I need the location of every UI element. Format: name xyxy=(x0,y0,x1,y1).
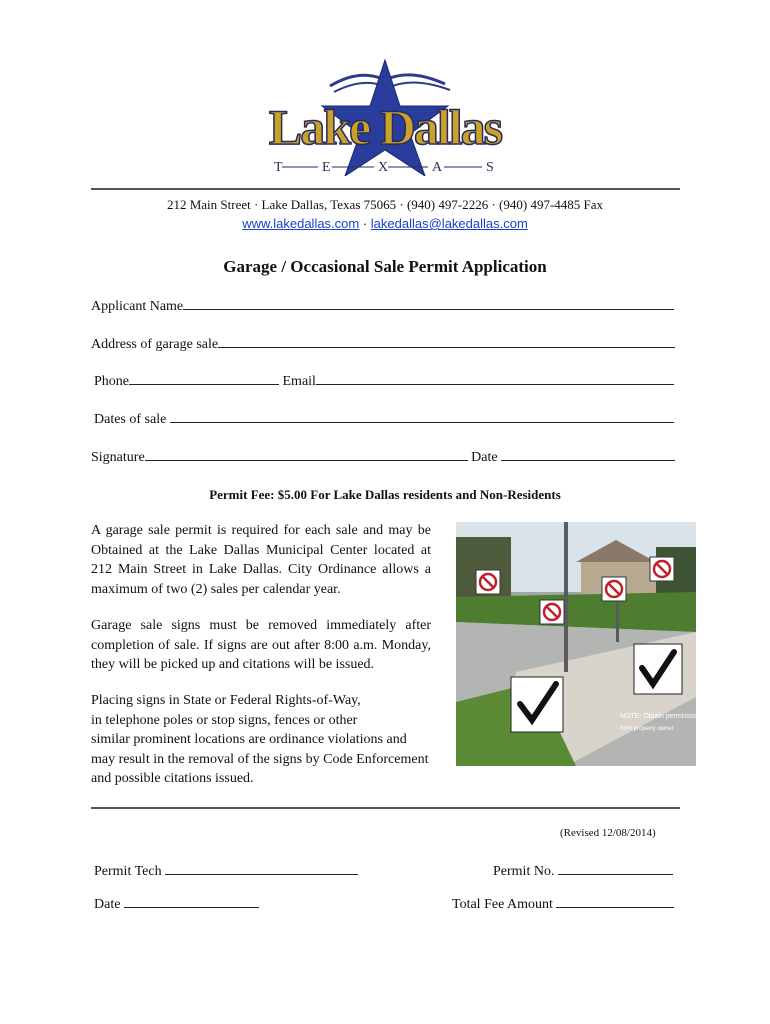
placing-signs-line: and possible citations issued. xyxy=(91,771,254,786)
permit-tech-field[interactable] xyxy=(165,862,358,875)
page-title: Garage / Occasional Sale Permit Application xyxy=(223,257,547,276)
svg-text:A: A xyxy=(432,160,443,175)
header-divider xyxy=(91,188,680,190)
website-link[interactable]: www.lakedallas.com xyxy=(242,216,360,231)
dates-row xyxy=(94,410,674,428)
phone-field[interactable] xyxy=(129,372,279,385)
signature-label: Signature xyxy=(91,450,145,465)
total-fee-row xyxy=(452,895,674,913)
applicant-name-label: Applicant Name xyxy=(91,299,184,314)
logo-wordmark: Lake Dallas xyxy=(268,99,502,155)
revised-date: (Revised 12/08/2014) xyxy=(560,827,656,839)
office-date-label: Date xyxy=(94,897,121,912)
total-fee-label: Total Fee Amount xyxy=(452,897,553,912)
lake-dallas-logo xyxy=(260,58,510,176)
email-field[interactable] xyxy=(316,372,674,385)
contact-links xyxy=(0,216,770,231)
permit-no-row xyxy=(493,862,673,880)
address-row xyxy=(91,335,675,353)
applicant-name-row xyxy=(91,297,674,315)
footer-divider xyxy=(91,807,680,809)
svg-text:X: X xyxy=(378,160,389,175)
date-field[interactable] xyxy=(501,448,675,461)
paragraph-placing-signs xyxy=(91,691,441,789)
placing-signs-line: in telephone poles or stop signs, fences or other xyxy=(91,712,358,728)
address-field[interactable] xyxy=(218,335,675,348)
svg-text:T: T xyxy=(274,160,283,175)
date-label: Date xyxy=(471,450,498,465)
permit-tech-row xyxy=(94,862,358,880)
permit-tech-label: Permit Tech xyxy=(94,864,162,879)
link-separator: · xyxy=(359,216,371,231)
permit-fee: Permit Fee: $5.00 For Lake Dallas residents and Non-Residents xyxy=(209,487,561,502)
photo-note-2: from property owner xyxy=(620,726,674,732)
permit-no-label: Permit No. xyxy=(493,864,555,879)
address-label: Address of garage sale xyxy=(91,337,219,352)
permit-no-field[interactable] xyxy=(558,862,673,875)
svg-text:S: S xyxy=(486,160,494,175)
dates-field[interactable] xyxy=(170,410,674,423)
photo-note-1: NOTE: Obtain permission xyxy=(620,713,696,720)
email-link[interactable]: lakedallas@lakedallas.com xyxy=(370,216,528,231)
paragraph-sign-removal: Garage sale signs must be removed immediately after completion of sale. If signs are out after 8:00 a.m. Monday, they will be picked up and citations will be issued. xyxy=(91,618,431,672)
signature-field[interactable] xyxy=(145,448,468,461)
office-date-field[interactable] xyxy=(124,895,259,908)
dates-label: Dates of sale xyxy=(94,412,167,427)
placing-signs-line: similar prominent locations are ordinance violations and xyxy=(91,732,407,747)
sign-placement-photo xyxy=(456,522,696,766)
phone-email-row xyxy=(94,372,674,390)
address-line: 212 Main Street · Lake Dallas, Texas 75065 · (940) 497-2226 · (940) 497-4485 Fax xyxy=(166,197,604,212)
office-date-row xyxy=(94,895,259,913)
paragraph-permit-required: A garage sale permit is required for each sale and may be Obtained at the Lake Dallas Municipal Center located at 212 Main Street in Lake Dallas. City Ordinance allows a maximum of two (2) sales per calendar year. xyxy=(91,523,431,597)
placing-signs-line: may result in the removal of the signs by Code Enforcement xyxy=(91,751,429,767)
svg-text:E: E xyxy=(322,160,331,175)
placing-signs-line: Placing signs in State or Federal Rights-of-Way, xyxy=(91,693,361,708)
applicant-name-field[interactable] xyxy=(183,297,674,310)
total-fee-field[interactable] xyxy=(556,895,674,908)
email-label: Email xyxy=(282,374,316,389)
signature-row xyxy=(91,448,675,466)
phone-label: Phone xyxy=(94,374,129,389)
